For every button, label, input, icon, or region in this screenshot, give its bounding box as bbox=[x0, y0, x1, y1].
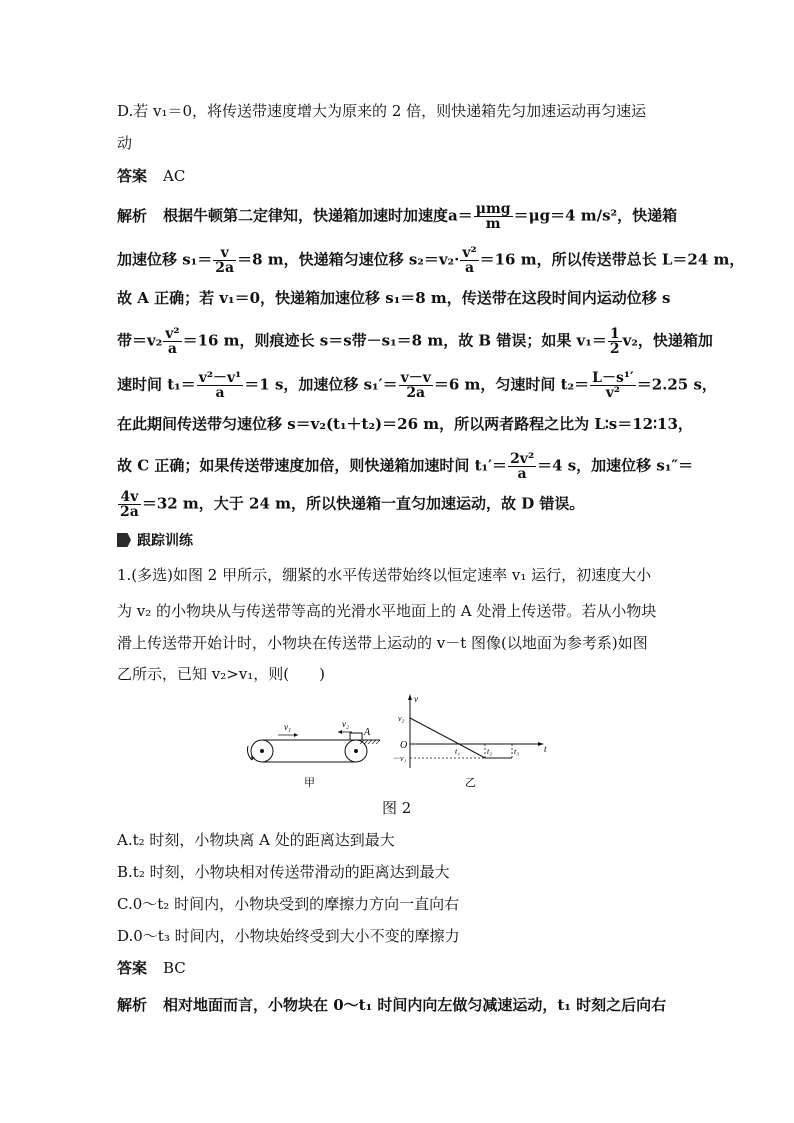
question-1-line3: 滑上传送带开始计时，小物块在传送带上运动的 v－t 图像(以地面为参考系)如图 bbox=[117, 634, 648, 652]
fraction-numerator: v－v bbox=[400, 370, 431, 386]
analysis-text: 相对地面而言，小物块在 0～t₁ 时间内向左做匀减速运动，t₁ 时刻之后向右 bbox=[163, 996, 667, 1014]
analysis-text: 带＝v₂ bbox=[117, 331, 163, 350]
fraction bbox=[163, 327, 181, 356]
tick-neg-v1: －v₁ bbox=[392, 754, 407, 763]
option-a: A.t₂ 时刻，小物块离 A 处的距离达到最大 bbox=[117, 831, 395, 849]
answer-label: 答案 bbox=[117, 167, 148, 185]
analysis-text: ＝16 m，所以传送带总长 L＝24 m， bbox=[479, 250, 745, 269]
fraction-numerator: L－s¹′ bbox=[592, 370, 634, 386]
fraction bbox=[474, 202, 513, 231]
fraction-numerator: v bbox=[213, 246, 236, 261]
fraction bbox=[508, 452, 536, 481]
analysis-1-line1 bbox=[117, 202, 677, 231]
analysis-text: ＝μg＝4 m/s²，快递箱 bbox=[513, 206, 678, 225]
fraction bbox=[590, 371, 636, 400]
analysis-text: 根据牛顿第二定律知，快递箱加速时加速度 bbox=[163, 206, 449, 225]
label-jia: 甲 bbox=[304, 777, 315, 789]
tick-v2: v₂ bbox=[398, 714, 405, 723]
analysis-text: 速时间 t₁＝ bbox=[117, 375, 196, 394]
question-1-line4: 乙所示，已知 v₂>v₁，则( ) bbox=[117, 665, 326, 683]
answer-1 bbox=[117, 166, 185, 186]
analysis-text: ＝8 m，快递箱匀速位移 s₂＝v₂· bbox=[237, 250, 460, 269]
label-belt-v1: v₁ bbox=[284, 722, 292, 732]
analysis-1-line4 bbox=[117, 327, 713, 356]
analysis-1-line3: 故 A 正确；若 v₁＝0，快递箱加速位移 s₁＝8 m，传送带在这段时间内运动位移 s bbox=[117, 289, 671, 307]
analysis-text: ＝4 s，加速位移 s₁″＝ bbox=[537, 456, 694, 475]
block bbox=[350, 733, 362, 740]
figure-2 bbox=[240, 690, 560, 794]
fraction-denominator: a bbox=[215, 385, 225, 401]
analysis-1-line5 bbox=[117, 371, 717, 400]
fraction bbox=[399, 371, 433, 400]
fraction bbox=[197, 371, 244, 400]
fraction-denominator: 2a bbox=[215, 260, 235, 276]
answer-2 bbox=[117, 958, 186, 978]
analysis-label: 解析 bbox=[117, 206, 148, 225]
fraction-denominator: 2a bbox=[406, 385, 426, 401]
conveyor-belt-diagram bbox=[247, 719, 380, 789]
analysis-text: 加速位移 s₁＝ bbox=[117, 250, 213, 269]
option-d: D.0～t₃ 时间内，小物块始终受到大小不变的摩擦力 bbox=[117, 927, 460, 945]
fraction-numerator: v² bbox=[462, 245, 477, 261]
fraction-denominator: 2a bbox=[120, 504, 139, 520]
fraction bbox=[460, 246, 478, 275]
fraction bbox=[608, 327, 622, 356]
analysis-text: ＝6 m，匀速时间 t₂＝ bbox=[433, 375, 590, 394]
tick-t3: t₃ bbox=[514, 747, 520, 756]
fraction-numerator: μmg bbox=[475, 201, 511, 217]
fraction-denominator: a bbox=[517, 466, 527, 482]
analysis-1-line6: 在此期间传送带匀速位移 s＝v₂(t₁＋t₂)＝26 m，所以两者路程之比为 L∶s＝12∶13， bbox=[117, 415, 693, 433]
label-yi: 乙 bbox=[465, 777, 476, 789]
fraction-denominator: a bbox=[167, 341, 177, 357]
option-d-line1: D.若 v₁＝0，将传送带速度增大为原来的 2 倍，则快递箱先匀加速运动再匀速运 bbox=[117, 102, 647, 120]
fraction-denominator: m bbox=[485, 216, 501, 232]
analysis-2-line1 bbox=[117, 995, 666, 1015]
label-point-a: A bbox=[364, 727, 371, 738]
analysis-1-line7 bbox=[117, 452, 693, 481]
figure-svg bbox=[240, 690, 560, 790]
fraction-numerator: 4v bbox=[118, 490, 141, 505]
analysis-text: ＝16 m，则痕迹长 s＝s带－s₁＝8 m，故 B 错误；如果 v₁＝ bbox=[182, 331, 607, 350]
answer-value: BC bbox=[163, 959, 186, 977]
answer-value: AC bbox=[163, 167, 186, 185]
section-header bbox=[117, 531, 193, 549]
analysis-text: a＝ bbox=[448, 206, 473, 225]
analysis-text: 故 C 正确；如果传送带速度加倍，则快递箱加速时间 t₁′＝ bbox=[117, 456, 508, 475]
fraction-numerator: v² bbox=[165, 326, 180, 342]
axis-t-label: t bbox=[544, 744, 547, 754]
graph-segment-decel bbox=[410, 718, 459, 744]
fraction-numerator: 2v² bbox=[510, 451, 535, 467]
vt-graph bbox=[392, 694, 547, 789]
analysis-text: ＝2.25 s， bbox=[636, 375, 717, 394]
section-marker-icon bbox=[117, 533, 131, 547]
graph-segment-reverse bbox=[459, 744, 485, 758]
origin-label: O bbox=[400, 740, 408, 751]
fraction-denominator: 2 bbox=[609, 341, 620, 357]
analysis-text: ＝32 m，大于 24 m，所以快递箱一直匀加速运动，故 D 错误。 bbox=[141, 494, 585, 513]
question-1-line2: 为 v₂ 的小物块从与传送带等高的光滑水平地面上的 A 处滑上传送带。若从小物块 bbox=[117, 602, 657, 620]
answer-label: 答案 bbox=[117, 959, 148, 977]
fraction bbox=[118, 490, 141, 519]
analysis-1-line2 bbox=[117, 246, 744, 275]
fraction-numerator: v²－v¹ bbox=[198, 370, 242, 386]
fraction-denominator: v² bbox=[605, 385, 621, 401]
analysis-label: 解析 bbox=[117, 996, 148, 1014]
figure-caption: 图 2 bbox=[382, 799, 412, 817]
analysis-text: v₂，快递箱加 bbox=[622, 331, 713, 350]
option-b: B.t₂ 时刻，小物块相对传送带滑动的距离达到最大 bbox=[117, 863, 450, 881]
analysis-1-line8 bbox=[117, 490, 584, 519]
section-title: 跟踪训练 bbox=[137, 533, 193, 549]
fraction bbox=[213, 246, 236, 275]
option-d-line2: 动 bbox=[117, 134, 133, 152]
tick-t2: t₂ bbox=[487, 747, 493, 756]
axis-v-label: v bbox=[414, 694, 418, 704]
tick-t1: t₁ bbox=[455, 747, 461, 756]
fraction-numerator: 1 bbox=[609, 326, 620, 342]
fraction-denominator: a bbox=[464, 260, 475, 276]
analysis-text: ＝1 s，加速位移 s₁′＝ bbox=[244, 375, 398, 394]
question-1-line1: 1.(多选)如图 2 甲所示，绷紧的水平传送带始终以恒定速率 v₁ 运行，初速度大小 bbox=[117, 566, 652, 584]
option-c: C.0～t₂ 时间内，小物块受到的摩擦力方向一直向右 bbox=[117, 895, 460, 913]
label-block-v2: v₂ bbox=[342, 719, 350, 729]
